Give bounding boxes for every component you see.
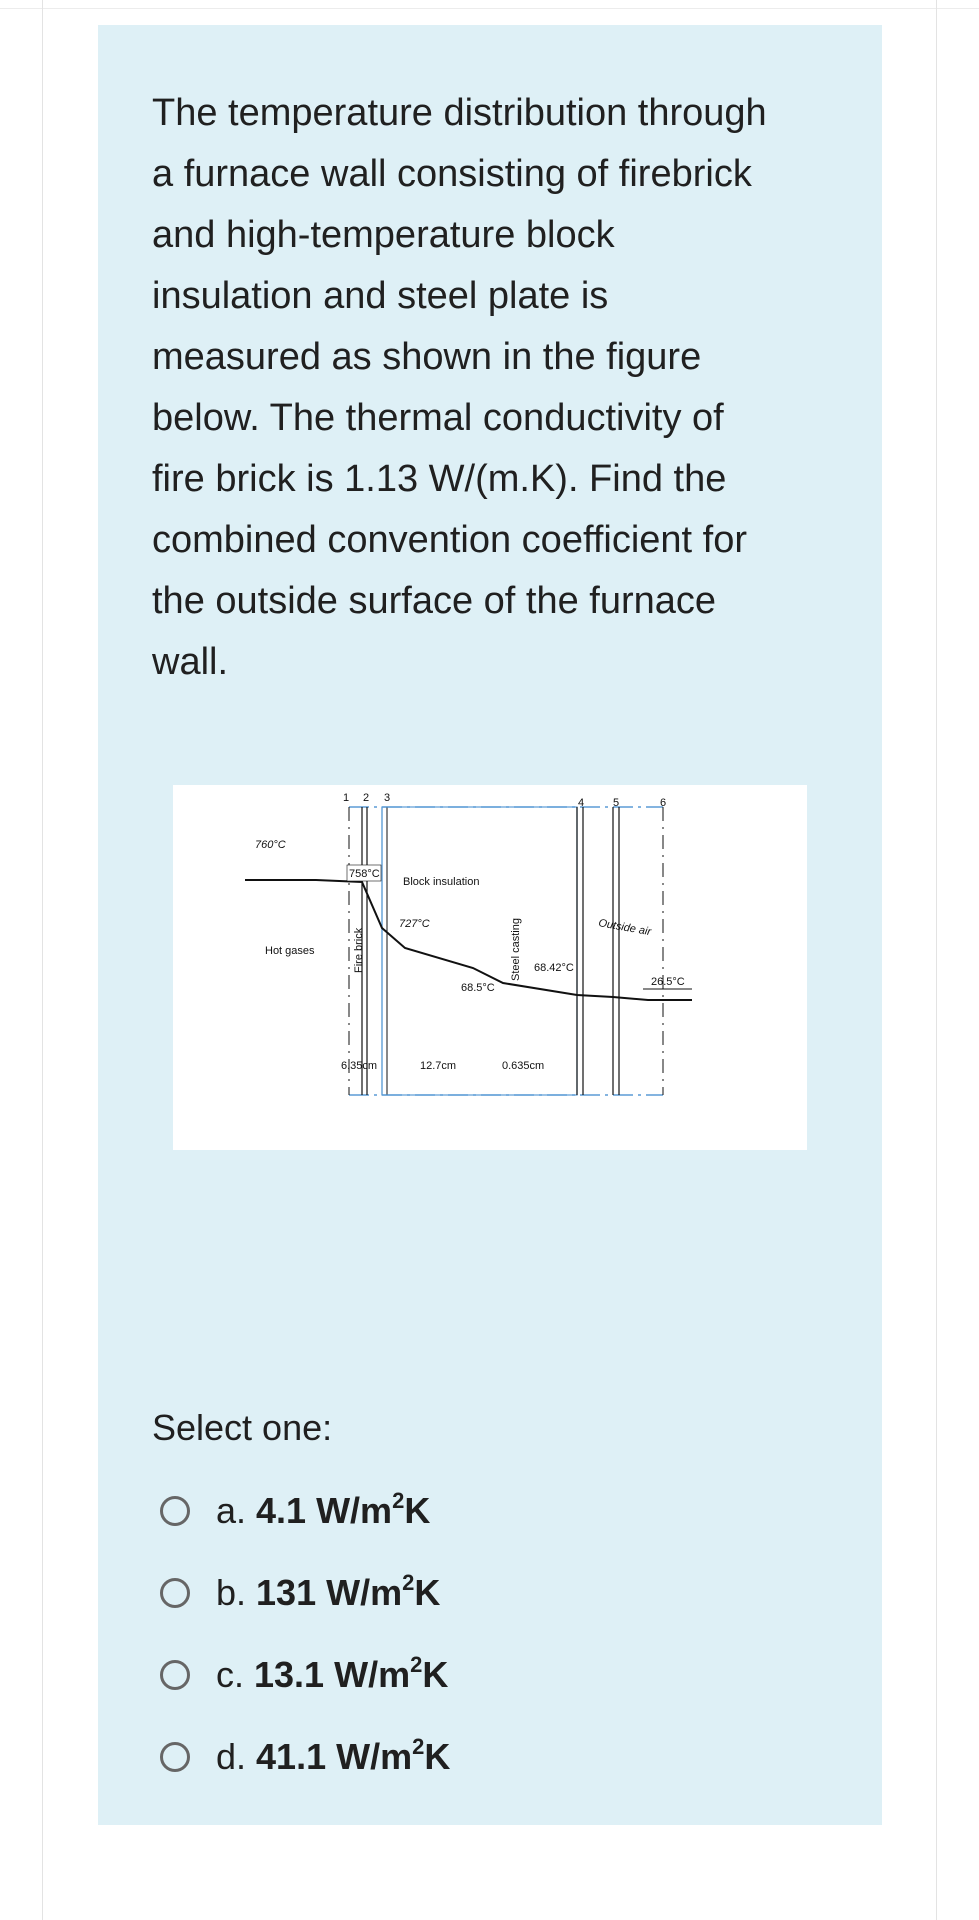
option-value	[256, 1572, 440, 1614]
point-label-5: 5	[613, 797, 620, 809]
point-label-2: 2	[363, 792, 370, 804]
option-a[interactable]	[160, 1470, 840, 1552]
furnace-wall-diagram	[173, 785, 807, 1150]
option-value-exponent: 2	[412, 1734, 425, 1759]
option-value	[254, 1654, 448, 1696]
point-label-6: 6	[660, 797, 667, 809]
option-value-unit: K	[424, 1736, 451, 1777]
answer-options	[160, 1470, 840, 1798]
hot-gases-label: Hot gases	[265, 945, 315, 957]
steel-casting-label: Steel casting	[510, 918, 522, 981]
option-value-unit: K	[414, 1572, 441, 1613]
option-letter: d.	[216, 1736, 247, 1777]
option-value-exponent: 2	[392, 1488, 405, 1513]
radio-button-icon[interactable]	[160, 1742, 190, 1772]
outside-air-label: Outside air	[597, 917, 652, 939]
temp-outside-label: 26.5°C	[651, 976, 685, 988]
temp-3-label: 68.5°C	[461, 982, 495, 994]
temp-4-label: 68.42°C	[534, 962, 574, 974]
select-one-label: Select one:	[152, 1407, 333, 1448]
option-letter: b.	[216, 1572, 247, 1613]
page-border-left	[42, 0, 43, 1920]
radio-button-icon[interactable]	[160, 1578, 190, 1608]
option-letter: c.	[216, 1654, 245, 1695]
radio-button-icon[interactable]	[160, 1496, 190, 1526]
option-value-text: 13.1 W/m	[254, 1654, 411, 1695]
block-insulation-label: Block insulation	[403, 876, 480, 888]
option-d[interactable]	[160, 1716, 840, 1798]
top-divider	[0, 8, 979, 9]
page-border-right	[936, 0, 937, 1920]
point-label-3: 3	[384, 792, 391, 804]
option-value-text: 41.1 W/m	[256, 1736, 413, 1777]
option-value-exponent: 2	[402, 1570, 415, 1595]
option-value-exponent: 2	[410, 1652, 423, 1677]
furnace-wall-figure	[173, 785, 807, 1150]
option-value-text: 131 W/m	[256, 1572, 403, 1613]
block-insulation-rect	[382, 807, 577, 1095]
question-text: The temperature distribution through a furnace wall consisting of firebrick and high-temperature block insulation and steel plate is measured as shown in the figure below. The thermal conductivity of fire brick is 1.13 W/(m.K). Find the combined convention coefficient for the outside surface of the furnace wall.	[152, 92, 767, 683]
option-value-unit: K	[422, 1654, 449, 1695]
option-c[interactable]	[160, 1634, 840, 1716]
dim-insulation-label: 12.7cm	[420, 1060, 457, 1072]
point-label-4: 4	[578, 797, 585, 809]
option-value-text: 4.1 W/m	[256, 1490, 393, 1531]
option-letter: a.	[216, 1490, 247, 1531]
option-b[interactable]	[160, 1552, 840, 1634]
temp-2-label: 727°C	[399, 918, 430, 930]
question-card	[98, 25, 882, 1825]
radio-button-icon[interactable]	[160, 1660, 190, 1690]
dim-steel-label: 0.635cm	[502, 1060, 545, 1072]
point-label-1: 1	[343, 792, 350, 804]
option-value-unit: K	[404, 1490, 431, 1531]
temp-hot-gas-label: 760°C	[255, 839, 286, 851]
option-value	[256, 1736, 450, 1778]
dim-fire-brick-label: 6.35cm	[341, 1060, 378, 1072]
fire-brick-label: Fire brick	[353, 927, 365, 973]
option-value	[256, 1490, 430, 1532]
temp-1-label: 758°C	[349, 868, 380, 880]
